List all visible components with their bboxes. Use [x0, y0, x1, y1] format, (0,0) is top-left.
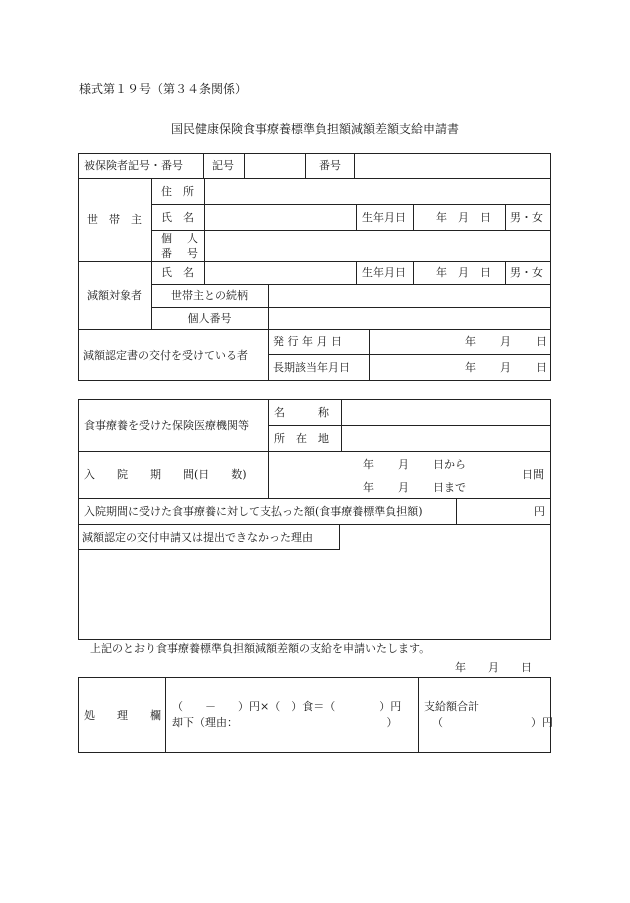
householder-personal-number-field[interactable]: [205, 231, 550, 260]
paid-amount-label: 入院期間に受けた食事療養に対して支払った額(食事療養標準負担額): [84, 504, 423, 518]
householder-name-label: 氏 名: [161, 210, 194, 224]
from-suffix: 日から: [433, 458, 466, 471]
reduction-target-label: 減額対象者: [87, 288, 142, 302]
relation-label: 世帯主との続柄: [171, 289, 248, 302]
certificate-label: 減額認定書の交付を受けている者: [83, 348, 248, 362]
processing-label: 処 理 欄: [84, 708, 161, 722]
kojin-char-1: 個: [161, 232, 172, 245]
target-sex-field[interactable]: 男・女: [510, 266, 543, 279]
processing-formula[interactable]: （ － ）円×（ ）食＝（ ）円: [172, 700, 402, 713]
householder-address-field[interactable]: [205, 179, 550, 203]
householder-address-label: 住 所: [161, 184, 194, 198]
householder-name-field[interactable]: [205, 205, 355, 229]
until-month-unit: 月: [398, 481, 409, 494]
issue-year-unit: 年: [465, 335, 476, 348]
kigo-label: 記号: [212, 159, 234, 172]
declaration-date-field[interactable]: 年 月 日: [455, 661, 532, 674]
long-term-year-unit: 年: [465, 361, 476, 374]
issue-date-label: 発 行 年 月 日: [273, 335, 342, 348]
institution-name-field[interactable]: [342, 400, 550, 424]
period-label: 入 院 期 間(日 数): [84, 468, 247, 481]
insured-number-label: 被保険者記号・番号: [84, 159, 183, 172]
bango-char-2: 号: [187, 247, 198, 260]
reason-field[interactable]: [79, 551, 550, 639]
householder-dob-field[interactable]: 年 月 日: [436, 210, 491, 224]
rejection-reason[interactable]: 却下（理由： ）: [172, 716, 398, 729]
until-year-unit: 年: [363, 481, 374, 494]
bango-field[interactable]: [355, 154, 550, 177]
long-term-date-label: 長期該当年月日: [273, 361, 350, 374]
bango-char-1: 番: [161, 247, 172, 260]
relation-field[interactable]: [269, 285, 550, 306]
institution-location-field[interactable]: [342, 426, 550, 450]
days-field[interactable]: 日間: [522, 468, 544, 481]
long-term-day-unit: 日: [536, 361, 547, 374]
target-dob-label: 生年月日: [362, 266, 406, 279]
institution-label: 食事療養を受けた保険医療機関等: [84, 418, 249, 432]
target-personal-number-field[interactable]: [269, 308, 550, 328]
householder-label: 世 帯 主: [87, 213, 142, 226]
from-year-unit: 年: [363, 458, 374, 471]
target-name-field[interactable]: [205, 262, 355, 283]
total-amount-label: 支給額合計: [424, 700, 479, 713]
form-number: 様式第１９号（第３４条関係）: [79, 82, 248, 96]
issue-day-unit: 日: [536, 335, 547, 348]
target-personal-number-label: 個人番号: [187, 311, 232, 325]
total-amount-field[interactable]: （ ）円: [432, 716, 553, 729]
kojin-char-2: 人: [187, 232, 198, 245]
issue-month-unit: 月: [500, 335, 511, 348]
form-title: 国民健康保険食事療養標準負担額減額差額支給申請書: [170, 122, 459, 136]
until-suffix: 日まで: [433, 481, 466, 494]
declaration-text: 上記のとおり食事療養標準負担額減額差額の支給を申請いたします。: [90, 642, 431, 655]
institution-location-label: 所 在 地: [274, 431, 329, 445]
kigo-field[interactable]: [245, 154, 304, 177]
householder-dob-label: 生年月日: [362, 210, 406, 224]
bango-label: 番号: [319, 159, 341, 172]
target-name-label: 氏 名: [161, 266, 194, 279]
reason-label: 減額認定の交付申請又は提出できなかった理由: [78, 524, 340, 550]
from-month-unit: 月: [398, 458, 409, 471]
householder-sex-field[interactable]: 男・女: [510, 210, 543, 224]
target-dob-field[interactable]: 年 月 日: [436, 266, 491, 279]
long-term-month-unit: 月: [500, 361, 511, 374]
institution-name-label: 名 称: [274, 405, 329, 419]
paid-amount-field[interactable]: 円: [534, 504, 545, 518]
